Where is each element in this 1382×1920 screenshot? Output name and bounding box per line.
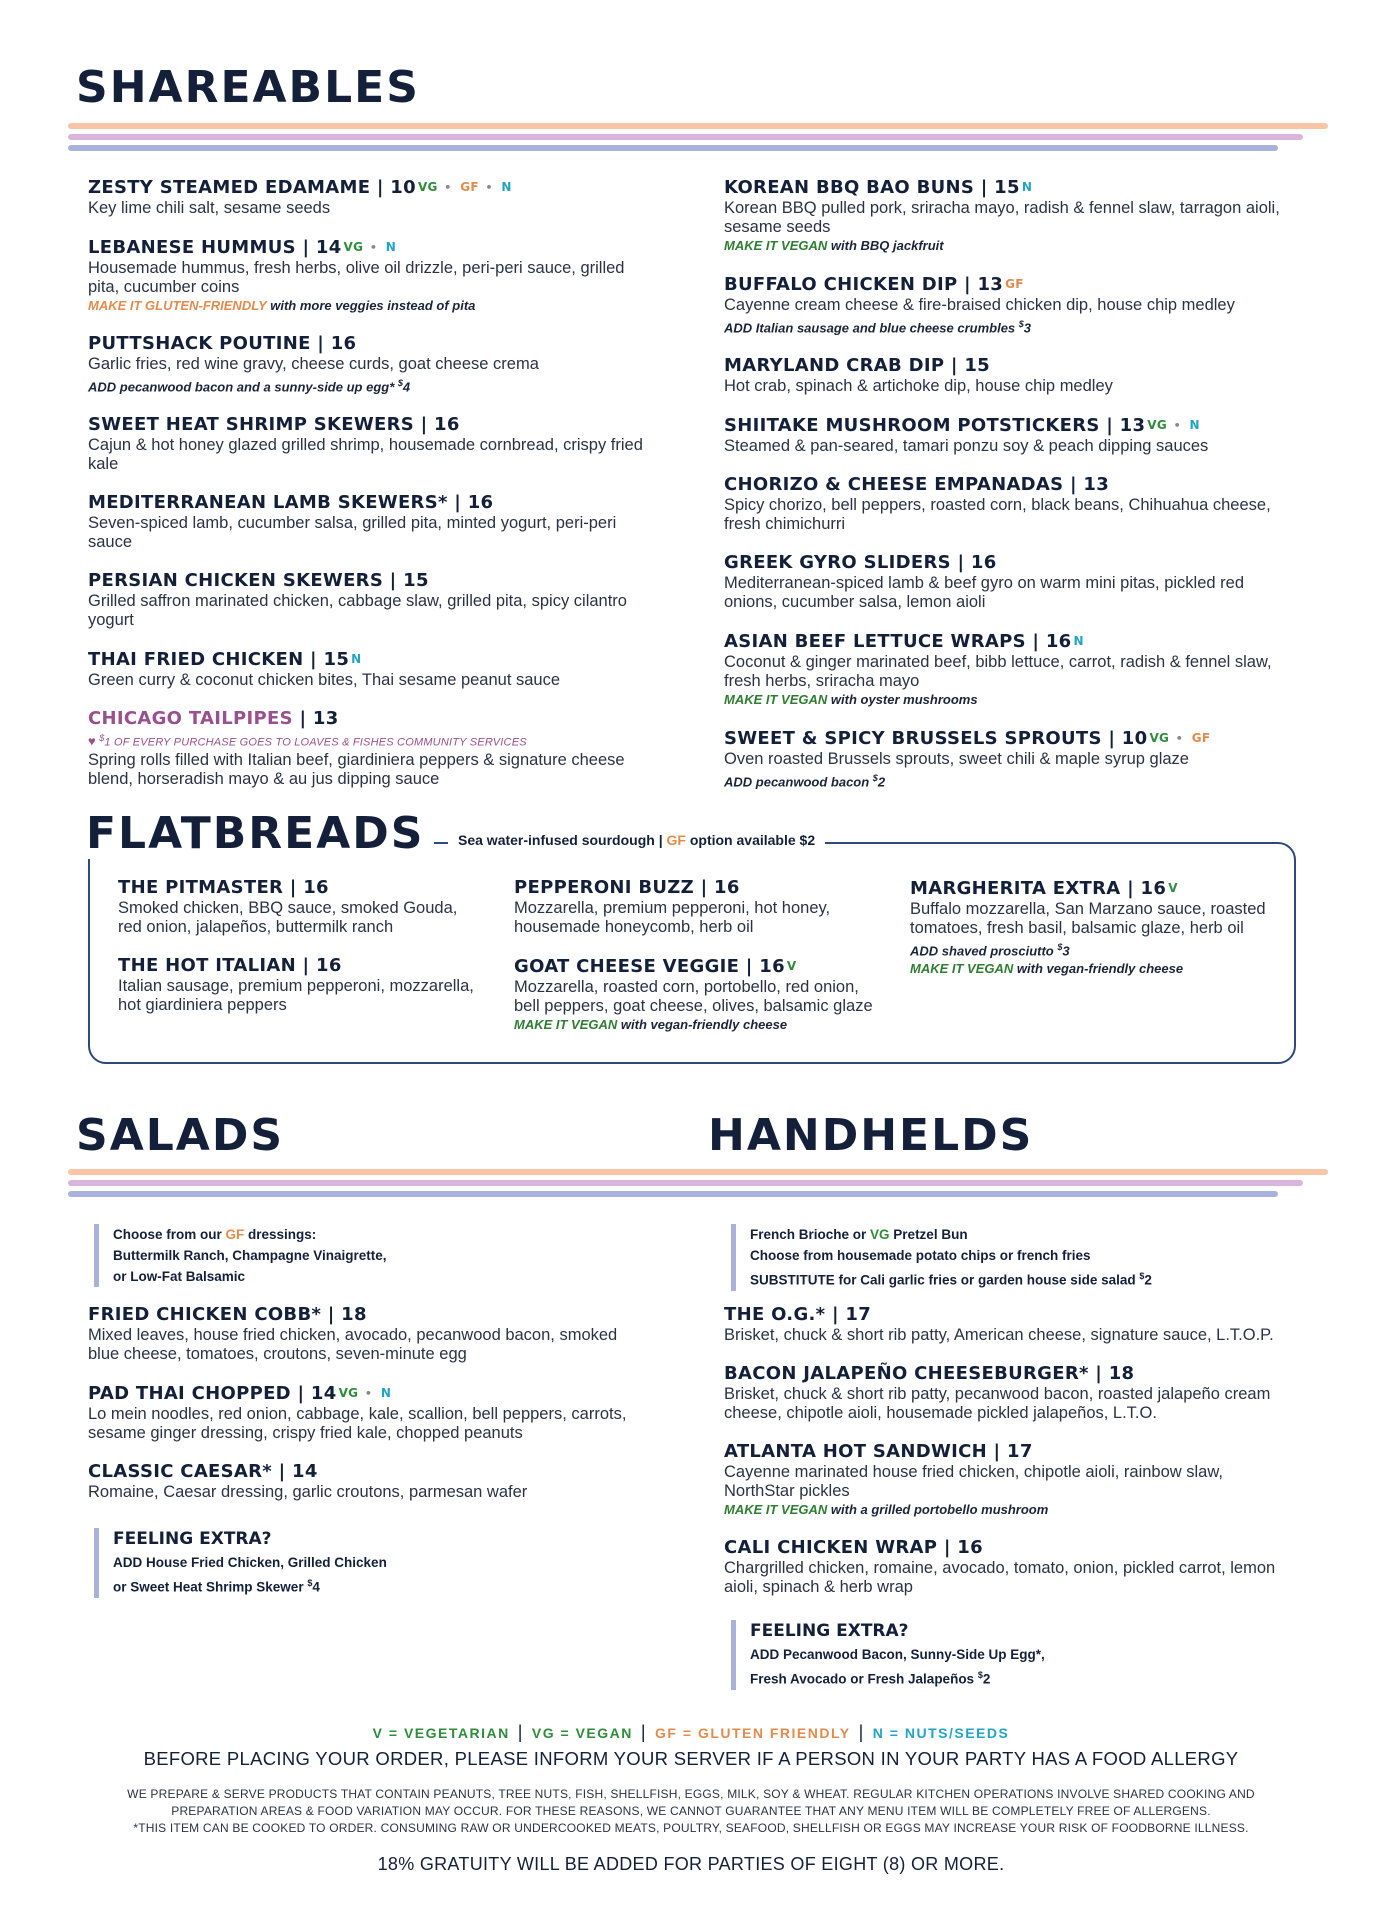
menu-item: THE HOT ITALIAN | 16 Italian sausage, premium pepperoni, mozzarella, hot giardiniera peppers bbox=[118, 955, 474, 1014]
divider-stripes bbox=[68, 123, 1328, 156]
menu-item: PUTTSHACK POUTINE | 16 Garlic fries, red wine gravy, cheese curds, goat cheese crema ADD pecanwood bacon and a sunny-side up egg* $4 bbox=[88, 333, 539, 395]
menu-item: SWEET HEAT SHRIMP SKEWERS | 16 Cajun & hot honey glazed grilled shrimp, housemade cornbread, crispy fried kale bbox=[88, 414, 643, 474]
menu-item: MARGHERITA EXTRA | 16 V Buffalo mozzarella, San Marzano sauce, roasted tomatoes, fresh basil, balsamic glaze, herb oil ADD shaved prosciutto $3 MAKE IT VEGAN with vegan-friendly cheese bbox=[910, 878, 1266, 977]
salad-extras-info: FEELING EXTRA? ADD House Fried Chicken, Grilled Chicken or Sweet Heat Shrimp Skewer $4 bbox=[94, 1528, 387, 1598]
salads-column bbox=[88, 1304, 648, 1520]
shareables-left-column bbox=[88, 176, 648, 807]
menu-item: SHIITAKE MUSHROOM POTSTICKERS | 13 VG • N Steamed & pan-seared, tamari ponzu soy & peach dipping sauces bbox=[724, 415, 1209, 456]
menu-item: LEBANESE HUMMUS | 14 VG • N Housemade hummus, fresh herbs, olive oil drizzle, peri-peri sauce, grilled pita, cucumber coins MAKE IT GLUTEN-FRIENDLY with more veggies instead of pita bbox=[88, 237, 625, 313]
menu-item: FRIED CHICKEN COBB* | 18 Mixed leaves, house fried chicken, avocado, pecanwood bacon, smoked blue cheese, tomatoes, croutons, seven-minute egg bbox=[88, 1304, 618, 1363]
menu-item: ASIAN BEEF LETTUCE WRAPS | 16 N Coconut & ginger marinated beef, bibb lettuce, carrot, radish & fennel slaw, fresh herbs, sriracha mayo MAKE IT VEGAN with oyster mushrooms bbox=[724, 631, 1272, 708]
section-title-salads: SALADS bbox=[76, 1110, 285, 1161]
menu-item: GREEK GYRO SLIDERS | 16 Mediterranean-spiced lamb & beef gyro on warm mini pitas, pickled red onions, cucumber salsa, lemon aioli bbox=[724, 552, 1244, 612]
handheld-extras-info: FEELING EXTRA? ADD Pecanwood Bacon, Sunny-Side Up Egg*, Fresh Avocado or Fresh Jalapeños $2 bbox=[731, 1620, 1045, 1690]
menu-item: SWEET & SPICY BRUSSELS SPROUTS | 10 VG • GF Oven roasted Brussels sprouts, sweet chili & maple syrup glaze ADD pecanwood bacon $2 bbox=[724, 728, 1211, 790]
menu-item: CLASSIC CAESAR* | 14 Romaine, Caesar dressing, garlic croutons, parmesan wafer bbox=[88, 1461, 528, 1501]
flatbreads-column-2 bbox=[514, 877, 874, 1052]
menu-item: KOREAN BBQ BAO BUNS | 15 N Korean BBQ pulled pork, sriracha mayo, radish & fennel slaw, tarragon aioli, sesame seeds MAKE IT VEGAN with BBQ jackfruit bbox=[724, 177, 1280, 253]
menu-item: CHORIZO & CHEESE EMPANADAS | 13 Spicy chorizo, bell peppers, roasted corn, black beans, Chihuahua cheese, fresh chimichurri bbox=[724, 474, 1271, 534]
divider-stripes bbox=[68, 1169, 1328, 1202]
menu-item: ATLANTA HOT SANDWICH | 17 Cayenne marinated house fried chicken, chipotle aioli, rainbow slaw, NorthStar pickles MAKE IT VEGAN with a grilled portobello mushroom bbox=[724, 1441, 1223, 1517]
gratuity-notice: 18% GRATUITY WILL BE ADDED FOR PARTIES OF EIGHT (8) OR MORE. bbox=[377, 1854, 1005, 1874]
flatbreads-column-1 bbox=[118, 877, 478, 1033]
section-title-handhelds: HANDHELDS bbox=[708, 1110, 1034, 1161]
handhelds-column bbox=[724, 1304, 1284, 1615]
menu-item: MEDITERRANEAN LAMB SKEWERS* | 16 Seven-spiced lamb, cucumber salsa, grilled pita, minted yogurt, peri-peri sauce bbox=[88, 492, 617, 552]
menu-item: PERSIAN CHICKEN SKEWERS | 15 Grilled saffron marinated chicken, cabbage slaw, grilled pita, spicy cilantro yogurt bbox=[88, 570, 627, 630]
handheld-bun-info: French Brioche or VG Pretzel Bun Choose from housemade potato chips or french fries SUBSTITUTE for Cali garlic fries or garden house side salad $2 bbox=[731, 1224, 1152, 1291]
allergen-fine-print: WE PREPARE & SERVE PRODUCTS THAT CONTAIN PEANUTS, TREE NUTS, FISH, SHELLFISH, EGGS, MILK, SOY & WHEAT. REGULAR KITCHEN OPERATIONS INVOLVE SHARED COOKING AND PREPARATION AREAS & FOOD VARIATION MAY OCCUR. FOR THESE REASONS, WE CANNOT GUARANTEE THAT ANY MENU ITEM WILL BE COMPLETELY FREE OF ALLERGENS. *THIS ITEM CAN BE COOKED TO ORDER. CONSUMING RAW OR UNDERCOOKED MEATS, POULTRY, SEAFOOD, SHELLFISH OR EGGS MAY INCREASE YOUR RISK OF FOODBORNE ILLNESS. bbox=[127, 1787, 1255, 1835]
flatbreads-subtitle: Sea water-infused sourdough | GF option available $2 bbox=[448, 832, 825, 848]
heart-icon: ♥ bbox=[88, 733, 96, 749]
salad-dressing-info: Choose from our GF dressings: Buttermilk Ranch, Champagne Vinaigrette, or Low-Fat Balsamic bbox=[94, 1224, 387, 1287]
menu-item: THE O.G.* | 17 Brisket, chuck & short rib patty, American cheese, signature sauce, L.T.O.P. bbox=[724, 1304, 1274, 1344]
section-title-shareables: SHAREABLES bbox=[76, 62, 420, 113]
menu-item: GOAT CHEESE VEGGIE | 16 V Mozzarella, roasted corn, portobello, red onion, bell peppers, goat cheese, olives, balsamic glaze MAKE IT VEGAN with vegan-friendly cheese bbox=[514, 956, 873, 1032]
menu-item: THAI FRIED CHICKEN | 15 N Green curry & coconut chicken bites, Thai sesame peanut sauce bbox=[88, 649, 561, 690]
menu-item: PEPPERONI BUZZ | 16 Mozzarella, premium pepperoni, hot honey, housemade honeycomb, herb oil bbox=[514, 877, 831, 936]
menu-item: BUFFALO CHICKEN DIP | 13 GF Cayenne cream cheese & fire-braised chicken dip, house chip medley ADD Italian sausage and blue cheese crumbles $3 bbox=[724, 274, 1235, 336]
flatbreads-column-3 bbox=[910, 877, 1270, 996]
allergy-notice: BEFORE PLACING YOUR ORDER, PLEASE INFORM YOUR SERVER IF A PERSON IN YOUR PARTY HAS A FOOD ALLERGY bbox=[143, 1748, 1239, 1769]
menu-item: MARYLAND CRAB DIP | 15 Hot crab, spinach & artichoke dip, house chip medley bbox=[724, 355, 1113, 396]
menu-item: THE PITMASTER | 16 Smoked chicken, BBQ sauce, smoked Gouda, red onion, jalapeños, buttermilk ranch bbox=[118, 877, 458, 936]
menu-item: ZESTY STEAMED EDAMAME | 10 VG • GF • N Key lime chili salt, sesame seeds bbox=[88, 177, 512, 217]
menu-item: BACON JALAPEÑO CHEESEBURGER* | 18 Brisket, chuck & short rib patty, pecanwood bacon, roasted jalapeño cream cheese, chipotle aioli, housemade pickled jalapeños, L.T.O. bbox=[724, 1363, 1271, 1422]
menu-item: CALI CHICKEN WRAP | 16 Chargrilled chicken, romaine, avocado, tomato, onion, pickled carrot, lemon aioli, spinach & herb wrap bbox=[724, 1537, 1276, 1596]
section-title-flatbreads: FLATBREADS bbox=[86, 808, 434, 859]
menu-item: CHICAGO TAILPIPES | 13 ♥ $1 OF EVERY PURCHASE GOES TO LOAVES & FISHES COMMUNITY SERVICES Spring rolls filled with Italian beef, giardiniera peppers & signature cheese blend, horseradish mayo & au jus dipping sauce bbox=[88, 708, 625, 788]
shareables-right-column bbox=[724, 176, 1284, 810]
dietary-legend: V = VEGETARIAN | VG = VEGAN | GF = GLUTEN FRIENDLY | N = NUTS/SEEDS bbox=[372, 1722, 1010, 1742]
menu-item: PAD THAI CHOPPED | 14 VG • N Lo mein noodles, red onion, cabbage, kale, scallion, bell peppers, carrots, sesame ginger dressing, crispy fried kale, chopped peanuts bbox=[88, 1383, 627, 1442]
